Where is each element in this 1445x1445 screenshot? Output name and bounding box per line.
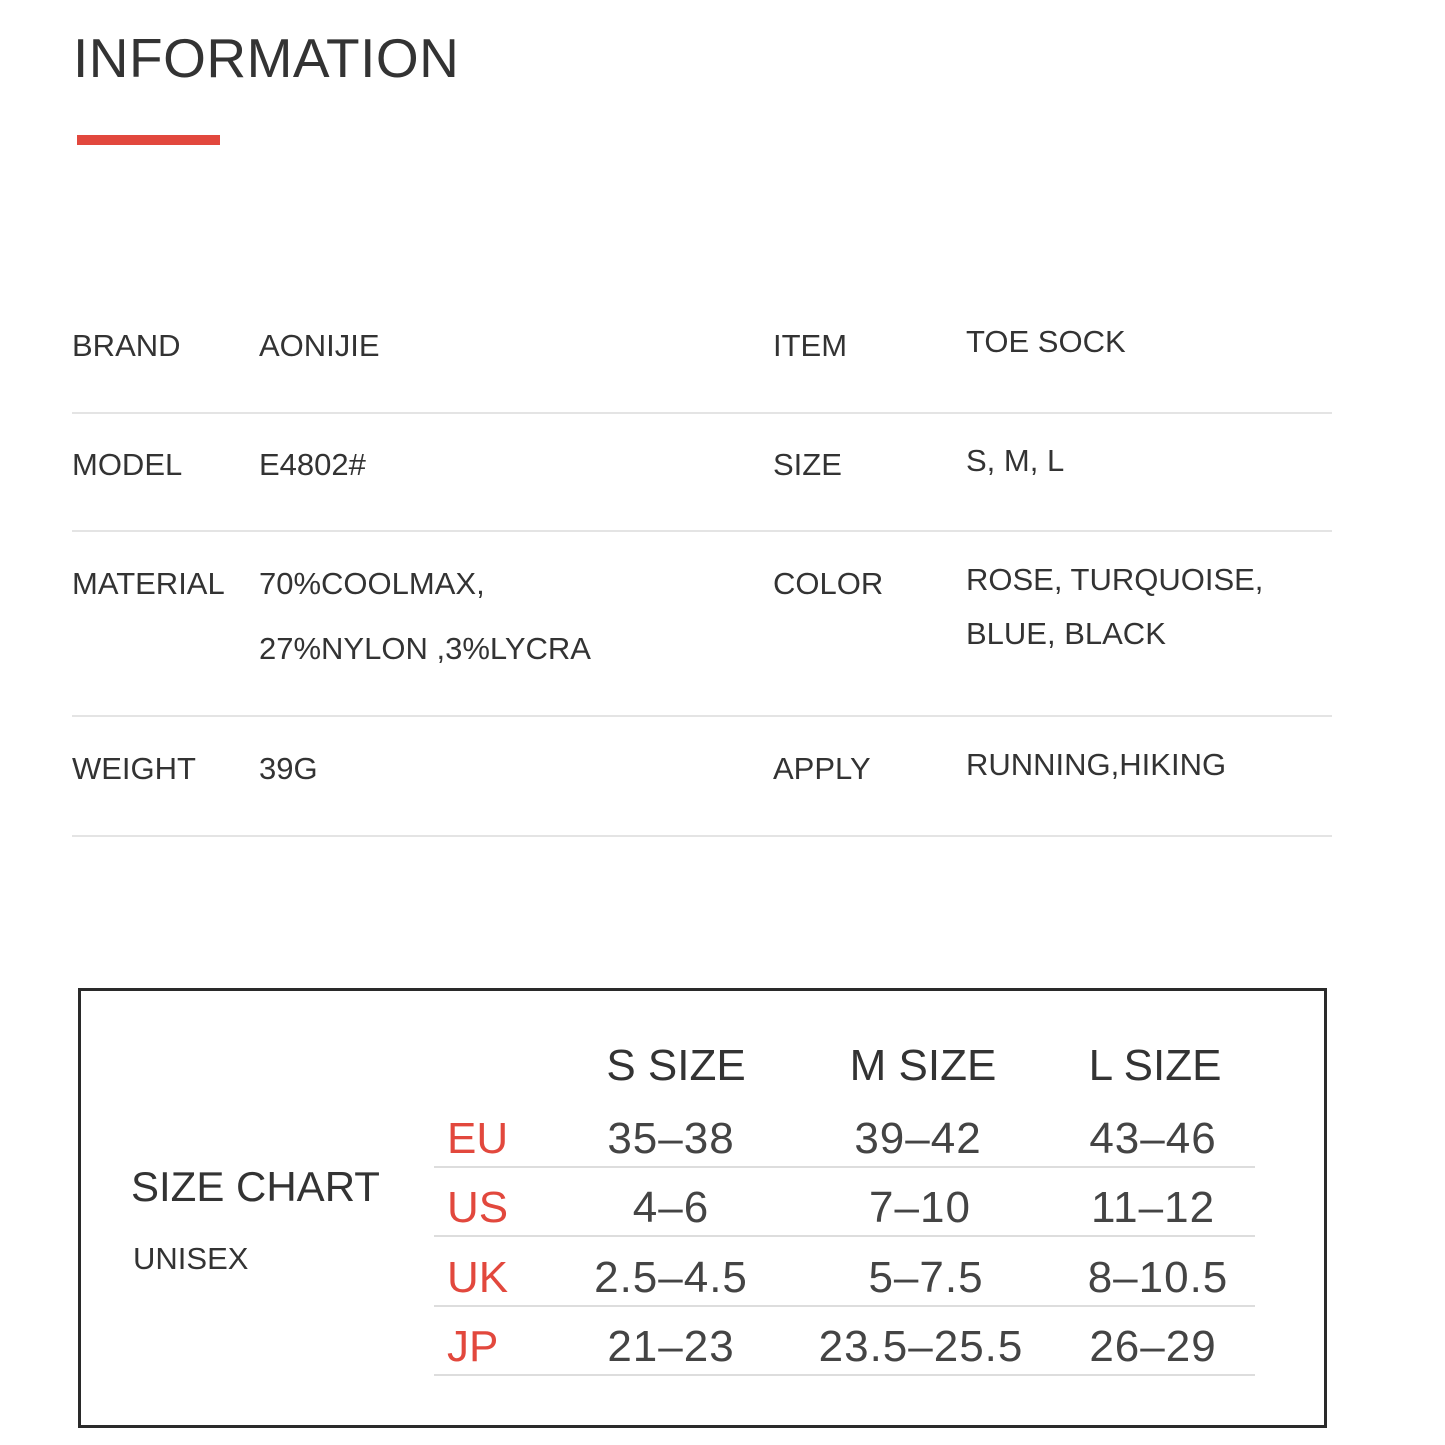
spec-label-brand: BRAND — [72, 328, 181, 363]
spec-value-weight: 39G — [259, 751, 318, 786]
spec-label-color: COLOR — [773, 566, 884, 601]
chart-row-divider — [434, 1166, 1255, 1168]
size-cell: 26–29 — [1089, 1322, 1217, 1371]
region-label-uk: UK — [447, 1253, 509, 1302]
spec-divider — [72, 715, 1332, 717]
spec-label-model: MODEL — [72, 447, 183, 482]
region-label-eu: EU — [447, 1114, 509, 1163]
spec-label-weight: WEIGHT — [72, 751, 196, 786]
size-cell: 11–12 — [1090, 1183, 1216, 1232]
spec-value-size: S, M, L — [966, 443, 1065, 478]
size-cell: 23.5–25.5 — [818, 1322, 1024, 1371]
chart-row-divider — [434, 1235, 1255, 1237]
spec-label-item: ITEM — [773, 328, 848, 363]
size-cell: 7–10 — [869, 1183, 971, 1232]
size-cell: 43–46 — [1089, 1114, 1217, 1163]
size-chart-subtitle: UNISEX — [133, 1241, 249, 1276]
page-title: INFORMATION — [73, 27, 460, 89]
spec-label-apply: APPLY — [773, 751, 871, 786]
column-header-m: M SIZE — [849, 1041, 997, 1090]
spec-value-color-line1: ROSE, TURQUOISE, — [966, 562, 1264, 597]
size-cell: 35–38 — [607, 1114, 735, 1163]
spec-divider — [72, 530, 1332, 532]
spec-label-material: MATERIAL — [72, 566, 225, 601]
spec-value-material-line2: 27%NYLON ,3%LYCRA — [259, 631, 591, 666]
spec-label-size: SIZE — [773, 447, 842, 482]
spec-value-brand: AONIJIE — [259, 328, 380, 363]
size-cell: 4–6 — [632, 1183, 710, 1232]
size-cell: 2.5–4.5 — [594, 1253, 748, 1302]
size-cell: 5–7.5 — [868, 1253, 984, 1302]
column-header-l: L SIZE — [1088, 1041, 1222, 1090]
spec-value-model: E4802# — [259, 447, 366, 482]
title-accent-bar — [77, 135, 220, 145]
spec-value-apply: RUNNING,HIKING — [966, 747, 1227, 782]
size-chart-title: SIZE CHART — [131, 1163, 380, 1210]
chart-row-divider — [434, 1374, 1255, 1376]
size-cell: 8–10.5 — [1087, 1253, 1229, 1302]
spec-divider — [72, 412, 1332, 414]
spec-value-material-line1: 70%COOLMAX, — [259, 566, 485, 601]
spec-divider — [72, 835, 1332, 837]
region-label-us: US — [447, 1183, 509, 1232]
size-cell: 21–23 — [607, 1322, 735, 1371]
spec-value-color-line2: BLUE, BLACK — [966, 616, 1166, 651]
spec-value-item: TOE SOCK — [966, 324, 1126, 359]
region-label-jp: JP — [447, 1322, 499, 1371]
column-header-s: S SIZE — [606, 1041, 746, 1090]
chart-row-divider — [434, 1305, 1255, 1307]
size-cell: 39–42 — [854, 1114, 982, 1163]
